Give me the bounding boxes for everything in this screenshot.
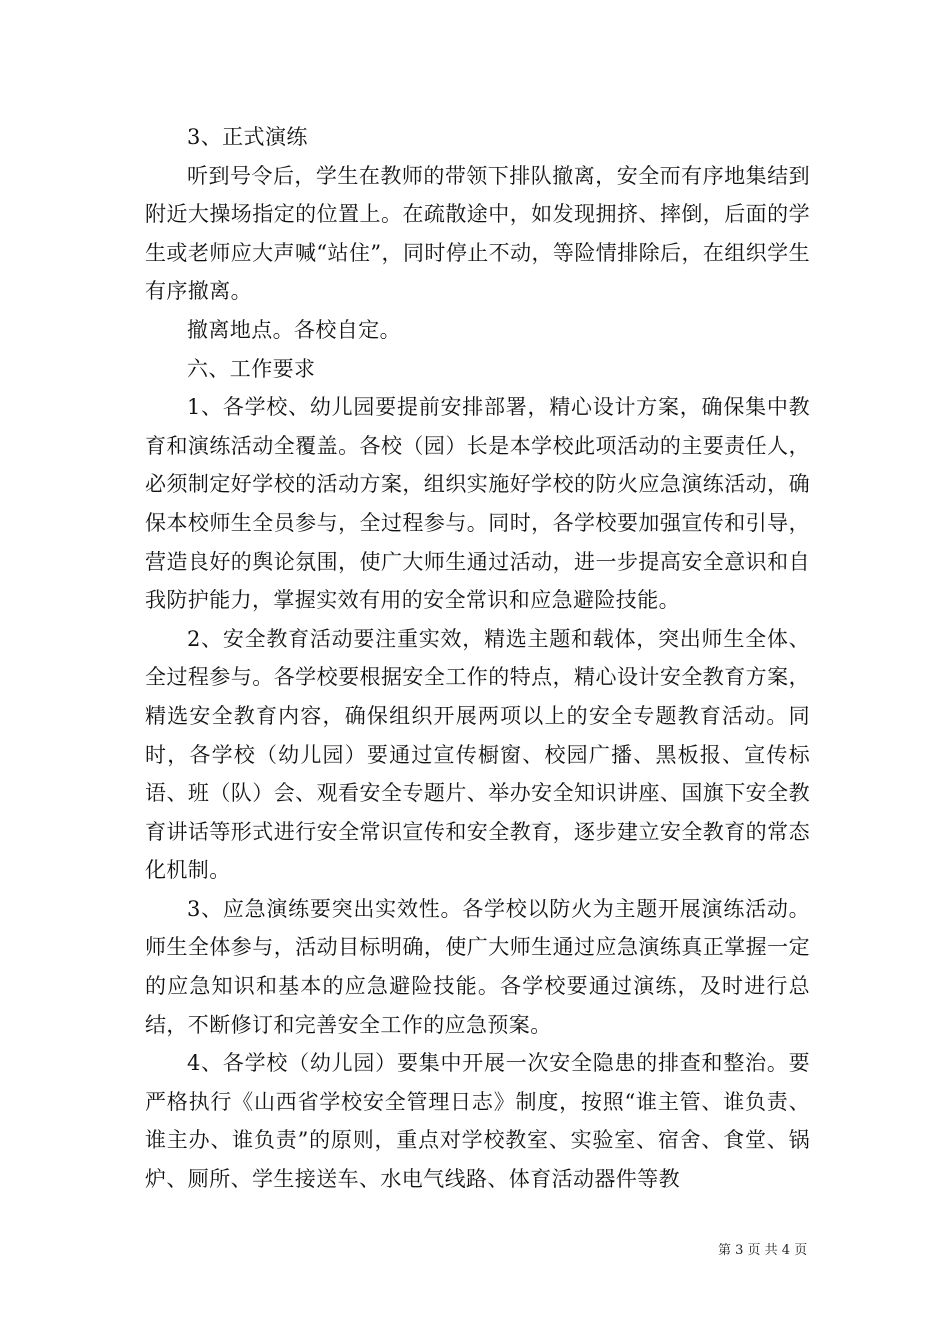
paragraph-requirement-2: 2、安全教育活动要注重实效，精选主题和载体，突出师生全体、全过程参与。各学校要根据安全工作的特点，精心设计安全教育方案，精选安全教育内容，确保组织开展两项以上的安全专题教育活动。同时，各学校（幼儿园）要通过宣传橱窗、校园广播、黑板报、宣传标语、班（队）会、观看安全专题片、举办安全知识讲座、国旗下安全教育讲话等形式进行安全常识宣传和安全教育，逐步建立安全教育的常态化机制。 xyxy=(145,626,810,883)
page-number-footer: 第 3 页 共 4 页 xyxy=(718,1243,808,1258)
paragraph-requirement-4: 4、各学校（幼儿园）要集中开展一次安全隐患的排查和整治。要严格执行《山西省学校安全管理日志》制度，按照“谁主管、谁负责、谁主办、谁负责”的原则，重点对学校教室、实验室、宿舍、食堂、锅炉、厕所、学生接送车、水电气线路、体育活动器件等教 xyxy=(145,1051,810,1192)
paragraph-requirement-3: 3、应急演练要突出实效性。各学校以防火为主题开展演练活动。师生全体参与，活动目标明确，使广大师生通过应急演练真正掌握一定的应急知识和基本的应急避险技能。各学校要通过演练，及时进行总结，不断修订和完善安全工作的应急预案。 xyxy=(145,896,810,1037)
document-body xyxy=(145,118,810,1199)
paragraph-evacuation-procedure: 听到号令后，学生在教师的带领下排队撤离，安全而有序地集结到附近大操场指定的位置上。在疏散途中，如发现拥挤、摔倒，后面的学生或老师应大声喊“站住”，同时停止不动，等险情排除后，在组织学生有序撤离。 xyxy=(145,163,810,304)
paragraph-requirement-1: 1、各学校、幼儿园要提前安排部署，精心设计方案，确保集中教育和演练活动全覆盖。各校（园）长是本学校此项活动的主要责任人，必须制定好学校的活动方案，组织实施好学校的防火应急演练活动，确保本校师生全员参与，全过程参与。同时，各学校要加强宣传和引导，营造良好的舆论氛围，使广大师生通过活动，进一步提高安全意识和自我防护能力，掌握实效有用的安全常识和应急避险技能。 xyxy=(145,395,810,613)
section-heading-work-requirements: 六、工作要求 xyxy=(187,356,316,381)
section-heading-formal-drill: 3、正式演练 xyxy=(187,125,308,149)
paragraph-evacuation-location: 撤离地点。各校自定。 xyxy=(187,317,401,342)
